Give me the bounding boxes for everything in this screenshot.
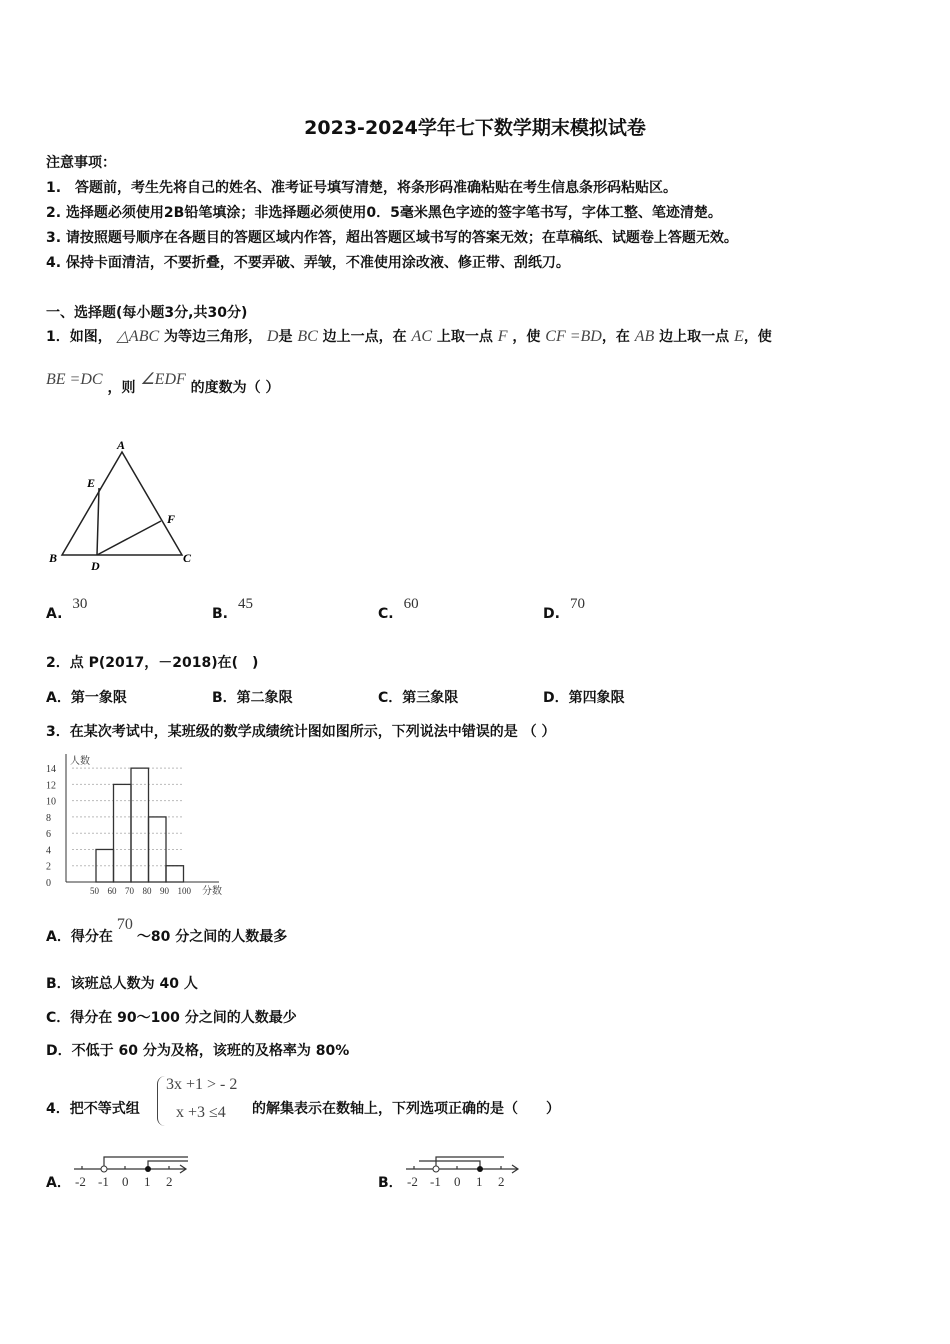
option-letter: B. <box>212 606 228 622</box>
q3-option-b[interactable]: B．该班总人数为 40 人 <box>46 976 198 992</box>
question-4 <box>46 1098 140 1118</box>
math: E <box>734 328 744 345</box>
page-title: 2023-2024学年七下数学期末模拟试卷 <box>304 117 646 139</box>
q1-option-c[interactable] <box>378 596 419 623</box>
notes-heading: 注意事项： <box>46 155 116 171</box>
math: D <box>266 328 279 345</box>
y-tick-label: 8 <box>46 812 51 824</box>
q2-option-a[interactable]: A．第一象限 <box>46 690 127 706</box>
label-f: F <box>167 512 176 526</box>
inequality-2: x +3 ≤4 <box>176 1104 226 1121</box>
option-value: 70 <box>569 596 585 612</box>
q4-option-b-label[interactable]: B． <box>378 1175 403 1191</box>
x-axis-label: 分数 <box>202 886 222 897</box>
option-text: ～80 分之间的人数最多 <box>136 929 288 945</box>
q1-text: 边上一点，在 <box>322 329 407 345</box>
math: BE =DC <box>46 371 103 388</box>
q3-option-a[interactable] <box>46 916 288 946</box>
tick-label: 1 <box>144 1174 151 1189</box>
q1-text: ，则 <box>107 380 136 396</box>
y-tick-label: 2 <box>46 861 51 873</box>
option-value: 45 <box>238 596 253 612</box>
option-text: A．得分在 <box>46 929 113 945</box>
y-tick-label: 14 <box>46 764 56 776</box>
q1-text: 是 <box>278 329 293 345</box>
option-value: 30 <box>72 596 88 612</box>
math: 70 <box>116 916 133 933</box>
histogram-chart <box>44 752 244 898</box>
q4-text: 4．把不等式组 <box>46 1101 140 1117</box>
y-tick-label: 12 <box>46 780 56 792</box>
math: CF =BD <box>545 328 602 345</box>
note-item: 3. 请按照题号顺序在各题目的答题区域内作答，超出答题区域书写的答案无效；在草稿纸、试题卷上答题无效。 <box>46 230 738 246</box>
math: BC <box>297 328 318 345</box>
x-tick-label: 100 <box>177 886 191 896</box>
q1-text: ，在 <box>601 329 630 345</box>
tick-label: 2 <box>166 1174 173 1189</box>
q1-option-d[interactable] <box>543 596 585 623</box>
q4-option-a-label[interactable]: A． <box>46 1175 71 1191</box>
question-1 <box>46 326 772 346</box>
q3-option-d[interactable]: D．不低于 60 分为及格，该班的及格率为 80% <box>46 1043 350 1059</box>
note-item: 2. 选择题必须使用2B铅笔填涂；非选择题必须使用0．5毫米黑色字迹的签字笔书写，字体工整、笔迹清楚。 <box>46 205 722 221</box>
label-c: C <box>183 551 192 565</box>
note-item: 1. 答题前，考生先将自己的姓名、准考证号填写清楚，将条形码准确粘贴在考生信息条形码粘贴区。 <box>46 180 678 196</box>
q1-text: 边上取一点 <box>659 329 730 345</box>
histogram-bar <box>166 866 184 882</box>
q1-text: 上取一点 <box>436 329 493 345</box>
option-letter: D. <box>543 606 560 622</box>
label-d: D <box>91 559 100 573</box>
label-a: A <box>117 438 126 452</box>
q1-option-a[interactable] <box>46 596 88 623</box>
tick-label: 0 <box>454 1174 461 1189</box>
x-tick-label: 70 <box>125 886 134 896</box>
tick-label: 1 <box>476 1174 483 1189</box>
label-b: B <box>49 551 58 565</box>
q1-text: ，使 <box>743 329 772 345</box>
q1-text: 1．如图， <box>46 329 112 345</box>
tick-label: 0 <box>122 1174 129 1189</box>
inequality-1: 3x +1 > - 2 <box>166 1076 238 1093</box>
q3-option-c[interactable]: C．得分在 90～100 分之间的人数最少 <box>46 1010 297 1026</box>
question-2: 2．点 P(2017，－2018)在( ) <box>46 655 259 671</box>
brace <box>157 1076 166 1126</box>
q2-option-b[interactable]: B．第二象限 <box>212 690 293 706</box>
histogram-bar <box>131 768 149 882</box>
option-value: 60 <box>403 596 419 612</box>
x-tick-label: 80 <box>142 886 152 896</box>
y-tick-label: 4 <box>46 845 51 857</box>
math: F <box>497 328 508 345</box>
triangle-figure <box>44 438 204 578</box>
note-item: 4. 保持卡面清洁，不要折叠，不要弄破、弄皱，不准使用涂改液、修正带、刮纸刀。 <box>46 255 570 271</box>
x-tick-label: 50 <box>90 886 99 896</box>
q1-text: ，使 <box>512 329 541 345</box>
x-tick-label: 60 <box>107 886 117 896</box>
math: ∠EDF <box>140 371 186 388</box>
math: △ABC <box>116 328 160 345</box>
question-1-line2 <box>46 371 280 397</box>
x-tick-label: 90 <box>160 886 169 896</box>
number-line-a[interactable] <box>72 1154 192 1190</box>
q2-option-d[interactable]: D．第四象限 <box>543 690 625 706</box>
q1-text: 的度数为（ ） <box>190 380 280 396</box>
option-letter: A. <box>46 606 63 622</box>
label-e: E <box>87 476 96 490</box>
tick-label: -2 <box>407 1174 418 1189</box>
y-tick-label: 0 <box>46 878 51 889</box>
q1-text: 为等边三角形， <box>164 329 263 345</box>
tick-label: 2 <box>498 1174 505 1189</box>
tick-label: -1 <box>98 1174 109 1189</box>
math: AB <box>634 328 655 345</box>
number-line-b[interactable] <box>404 1154 524 1190</box>
math: AC <box>411 328 432 345</box>
tick-label: -1 <box>430 1174 441 1189</box>
option-letter: C. <box>378 606 394 622</box>
question-3: 3．在某次考试中，某班级的数学成绩统计图如图所示，下列说法中错误的是 （ ） <box>46 724 556 740</box>
q1-option-b[interactable] <box>212 596 253 623</box>
y-tick-label: 10 <box>46 796 56 808</box>
q4-text: 的解集表示在数轴上，下列选项正确的是（ ） <box>252 1101 560 1117</box>
q2-option-c[interactable]: C．第三象限 <box>378 690 459 706</box>
section-heading: 一、选择题(每小题3分,共30分) <box>46 305 248 321</box>
y-axis-label: 人数 <box>70 756 90 767</box>
tick-label: -2 <box>75 1174 86 1189</box>
y-tick-label: 6 <box>46 829 51 841</box>
